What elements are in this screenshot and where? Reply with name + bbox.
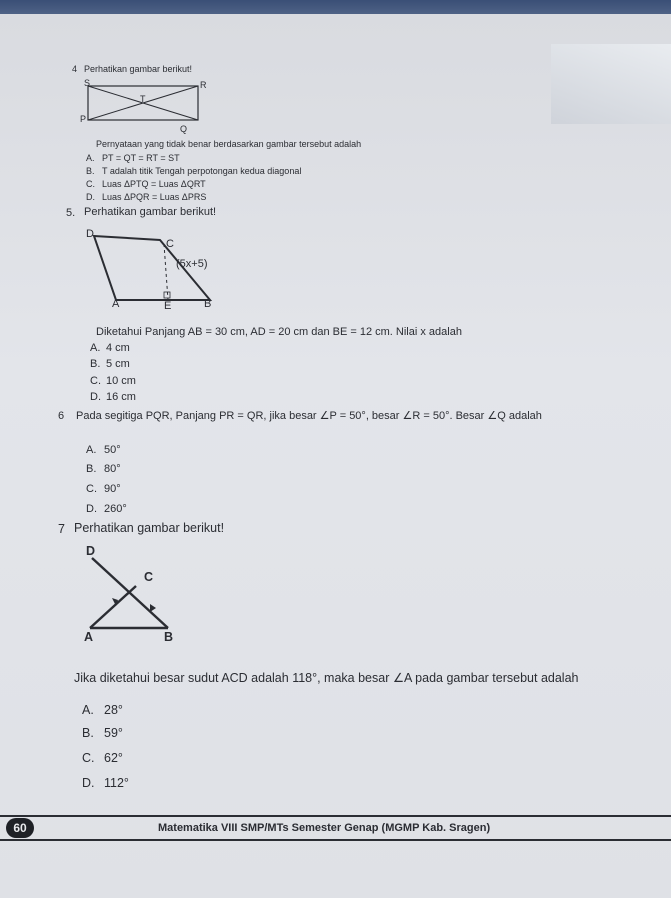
q5-label-a: A: [112, 298, 120, 310]
page-number: 60: [6, 818, 34, 838]
q5-number: 5.: [66, 207, 76, 219]
q4-label-p: P: [80, 114, 87, 124]
footer-text: Matematika VIII SMP/MTs Semester Genap (MGMP Kab. Sragen): [158, 822, 491, 834]
q6-statement: Pada segitiga PQR, Panjang PR = QR, jika besar ∠P = 50°, besar ∠R = 50°. Besar ∠Q adalah: [76, 410, 542, 422]
q5-label-c: C: [166, 238, 174, 250]
q4-option-b: T adalah titik Tengah perpotongan kedua diagonal: [102, 166, 302, 176]
q7-label-b: B: [164, 630, 174, 644]
q5-option-c: 10 cm: [106, 375, 136, 387]
q5-option-b-letter: B.: [90, 358, 101, 370]
q7-option-b-letter: B.: [82, 726, 94, 740]
q6-option-b-letter: B.: [86, 463, 97, 475]
q5-option-b: 5 cm: [106, 358, 130, 370]
q4-option-d-letter: D.: [86, 192, 95, 202]
q4-option-a-letter: A.: [86, 153, 95, 163]
q7-option-d: 112°: [104, 776, 129, 790]
q6-option-a-letter: A.: [86, 444, 97, 456]
q5-label-b: B: [204, 298, 212, 310]
q4-option-a: PT = QT = RT = ST: [102, 153, 180, 163]
q6-option-c-letter: C.: [86, 483, 97, 495]
q4-option-c-letter: C.: [86, 179, 95, 189]
q4-option-d: Luas ΔPQR = Luas ΔPRS: [102, 192, 207, 202]
q5-title: Perhatikan gambar berikut!: [84, 206, 217, 218]
q6-number: 6: [58, 410, 65, 422]
q4-label-q: Q: [180, 124, 188, 134]
q4-number: 4: [72, 64, 78, 74]
q5-option-a-letter: A.: [90, 342, 101, 354]
q5-parallelogram-figure: [80, 226, 240, 316]
q7-statement: Jika diketahui besar sudut ACD adalah 118°, maka besar ∠A pada gambar tersebut adalah: [74, 671, 579, 685]
q7-option-c-letter: C.: [82, 751, 95, 765]
q6-option-b: 80°: [104, 463, 121, 475]
q7-option-a-letter: A.: [82, 703, 94, 717]
q7-label-a: A: [84, 630, 94, 644]
q7-label-c: C: [144, 570, 154, 584]
q5-option-c-letter: C.: [90, 375, 101, 387]
q6-option-d: 260°: [104, 503, 127, 515]
q4-label-s: S: [84, 78, 91, 88]
q5-option-a: 4 cm: [106, 342, 130, 354]
page-corner: [551, 44, 671, 124]
q4-label-r: R: [200, 80, 207, 90]
q7-option-d-letter: D.: [82, 776, 95, 790]
q4-option-c: Luas ΔPTQ = Luas ΔQRT: [102, 179, 206, 189]
q7-number: 7: [58, 522, 65, 536]
q5-label-d: D: [86, 228, 94, 240]
q4-rectangle-figure: [78, 78, 218, 138]
q4-title: Perhatikan gambar berikut!: [84, 64, 193, 74]
q7-option-c: 62°: [104, 751, 123, 765]
q5-option-d: 16 cm: [106, 391, 136, 403]
q6-option-d-letter: D.: [86, 503, 97, 515]
q7-option-b: 59°: [104, 726, 123, 740]
q5-label-e: E: [164, 300, 172, 312]
q5-statement: Diketahui Panjang AB = 30 cm, AD = 20 cm dan BE = 12 cm. Nilai x adalah: [96, 326, 462, 338]
q4-label-t: T: [140, 94, 146, 104]
q5-option-d-letter: D.: [90, 391, 101, 403]
q6-option-a: 50°: [104, 444, 121, 456]
q4-statement: Pernyataan yang tidak benar berdasarkan gambar tersebut adalah: [96, 139, 362, 149]
q4-option-b-letter: B.: [86, 166, 95, 176]
q6-option-c: 90°: [104, 483, 121, 495]
q5-label-expr: (5x+5): [176, 258, 208, 270]
q7-option-a: 28°: [104, 703, 123, 717]
q7-title: Perhatikan gambar berikut!: [74, 521, 225, 535]
q7-label-d: D: [86, 544, 96, 558]
